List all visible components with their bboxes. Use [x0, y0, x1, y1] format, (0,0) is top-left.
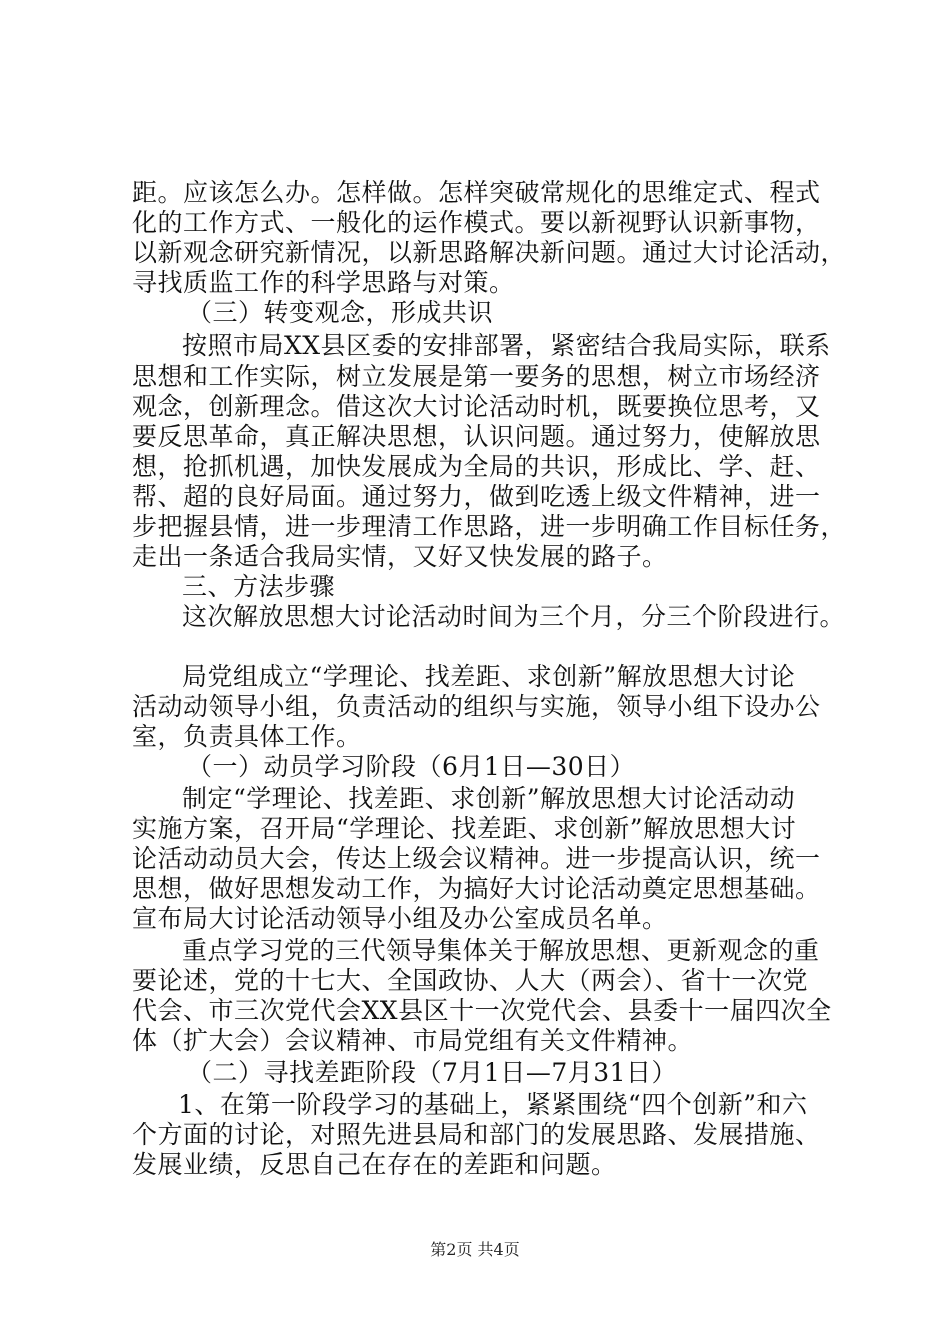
text-line: 局党组成立“学理论、找差距、求创新”解放思想大讨论: [182, 662, 796, 691]
text-line: 要反思革命，真正解决思想，认识问题。通过努力，使解放思: [132, 422, 821, 451]
text-line: 活动动领导小组，负责活动的组织与实施，领导小组下设办公: [132, 692, 821, 721]
text-line: 室，负责具体工作。: [132, 722, 362, 751]
text-line: 制定“学理论、找差距、求创新”解放思想大讨论活动动: [182, 784, 796, 813]
text-line: 体（扩大会）会议精神、市局党组有关文件精神。: [132, 1026, 694, 1055]
section-heading: 三、方法步骤: [182, 572, 336, 601]
text-line: 论活动动员大会，传达上级会议精神。进一步提高认识，统一: [132, 844, 821, 873]
section-heading: （二）寻找差距阶段（7月1日—7月31日）: [187, 1058, 678, 1087]
text-line: 重点学习党的三代领导集体关于解放思想、更新观念的重: [182, 936, 820, 965]
text-line: 观念，创新理念。借这次大讨论活动时机，既要换位思考，又: [132, 392, 821, 421]
text-line: 走出一条适合我局实情，又好又快发展的路子。: [132, 542, 668, 571]
text-line: 寻找质监工作的科学思路与对策。: [132, 268, 515, 297]
text-line: 按照市局XX县区委的安排部署，紧密结合我局实际，联系: [182, 331, 831, 360]
page-number: 第2页 共4页: [430, 1240, 520, 1259]
text-line: 实施方案，召开局“学理论、找差距、求创新”解放思想大讨: [132, 814, 797, 843]
text-line: 这次解放思想大讨论活动时间为三个月，分三个阶段进行。: [182, 602, 846, 631]
text-line: 帮、超的良好局面。通过努力，做到吃透上级文件精神，进一: [132, 482, 821, 511]
text-line: 距。应该怎么办。怎样做。怎样突破常规化的思维定式、程式: [132, 178, 821, 207]
text-line: 发展业绩，反思自己在存在的差距和问题。: [132, 1150, 617, 1179]
text-line: 想，抢抓机遇，加快发展成为全局的共识，形成比、学、赶、: [132, 452, 821, 481]
text-line: 个方面的讨论，对照先进县局和部门的发展思路、发展措施、: [132, 1120, 821, 1149]
text-line: 代会、市三次党代会XX县区十一次党代会、县委十一届四次全: [132, 996, 832, 1025]
text-line: 要论述，党的十七大、全国政协、人大（两会）、省十一次党: [132, 966, 809, 995]
text-line: 1、在第一阶段学习的基础上，紧紧围绕“四个创新”和六: [178, 1090, 808, 1119]
section-heading: （三）转变观念，形成共识: [187, 298, 494, 327]
text-line: 宣布局大讨论活动领导小组及办公室成员名单。: [132, 904, 668, 933]
text-line: 化的工作方式、一般化的运作模式。要以新视野认识新事物，: [132, 208, 821, 237]
text-line: 步把握县情，进一步理清工作思路，进一步明确工作目标任务，: [132, 512, 847, 541]
section-heading: （一）动员学习阶段（6月1日—30日）: [187, 752, 636, 781]
text-line: 以新观念研究新情况，以新思路解决新问题。通过大讨论活动，: [132, 238, 847, 267]
text-line: 思想，做好思想发动工作，为搞好大讨论活动奠定思想基础。: [132, 874, 821, 903]
text-line: 思想和工作实际，树立发展是第一要务的思想，树立市场经济: [132, 362, 821, 391]
